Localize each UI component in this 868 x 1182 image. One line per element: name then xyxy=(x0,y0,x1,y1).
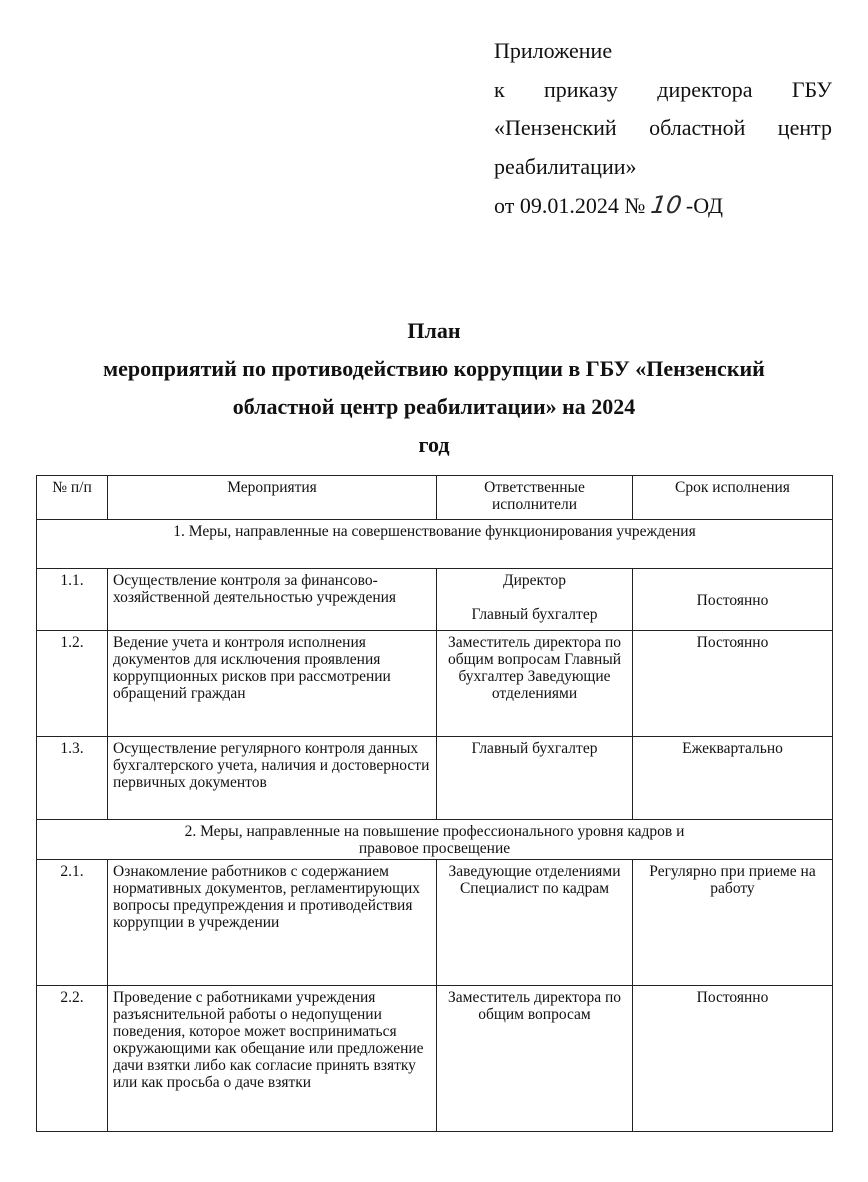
section-title xyxy=(37,820,833,860)
row-measure: Осуществление регулярного контроля данных бухгалтерского учета, наличия и достоверности первичных документов xyxy=(108,737,437,820)
plan-table xyxy=(36,475,833,1132)
row-responsible xyxy=(437,569,633,631)
row-measure: Проведение с работниками учреждения разъяснительной работы о недопущении поведения, которое может восприниматься окружающими как обещание или предложение дачи взятки либо как согласие принять взятку или как просьба о даче взятки xyxy=(108,986,437,1132)
row-responsible: Главный бухгалтер xyxy=(437,737,633,820)
header-term: Срок исполнения xyxy=(633,476,833,520)
title-line: областной центр реабилитации» на 2024 xyxy=(232,394,636,419)
row-term: Ежеквартально xyxy=(633,737,833,820)
table-row xyxy=(37,737,833,820)
appendix-line: Приложение xyxy=(494,38,613,63)
row-number: 1.3. xyxy=(37,737,108,820)
document-title xyxy=(60,312,808,464)
title-line: План xyxy=(407,318,461,343)
order-date: от 09.01.2024 № xyxy=(494,193,646,218)
row-term: Постоянно xyxy=(633,569,833,631)
row-term: Постоянно xyxy=(633,986,833,1132)
order-date-line xyxy=(494,186,832,226)
row-measure: Ознакомление работников с содержанием нормативных документов, регламентирующих вопросы предупреждения и противодействия коррупции в учреждении xyxy=(108,860,437,986)
section-row xyxy=(37,820,833,860)
section-line: 2. Меры, направленные на повышение профессионального уровня кадров и xyxy=(184,823,685,840)
row-measure: Ведение учета и контроля исполнения документов для исключения проявления коррупционных рисков при рассмотрении обращений граждан xyxy=(108,631,437,737)
row-number: 2.2. xyxy=(37,986,108,1132)
row-number: 1.1. xyxy=(37,569,108,631)
table-row xyxy=(37,986,833,1132)
header-measures: Мероприятия xyxy=(108,476,437,520)
responsible-line: Директор xyxy=(503,572,566,589)
section-row xyxy=(37,520,833,569)
row-term: Постоянно xyxy=(633,631,833,737)
appendix-line: к приказу директора ГБУ xyxy=(494,76,832,102)
row-measure: Осуществление контроля за финансово-хозяйственной деятельностью учреждения xyxy=(108,569,437,631)
row-responsible: Заведующие отделениями Специалист по кадрам xyxy=(437,860,633,986)
table-row xyxy=(37,631,833,737)
section-line: правовое просвещение xyxy=(358,840,511,857)
appendix-block xyxy=(494,32,832,226)
responsible-line: Главный бухгалтер xyxy=(471,606,598,623)
order-suffix: -ОД xyxy=(685,193,723,218)
header-responsible: Ответственные исполнители xyxy=(437,476,633,520)
section-title: 1. Меры, направленные на совершенствование функционирования учреждения xyxy=(37,520,833,569)
table-header-row xyxy=(37,476,833,520)
table-row xyxy=(37,569,833,631)
row-number: 2.1. xyxy=(37,860,108,986)
appendix-line: «Пензенский областной центр xyxy=(494,115,832,140)
table-row xyxy=(37,860,833,986)
appendix-line: реабилитации» xyxy=(494,153,637,179)
handwritten-order-number: 10 xyxy=(649,191,684,219)
row-term: Регулярно при приеме на работу xyxy=(633,860,833,986)
header-number: № п/п xyxy=(37,476,108,520)
title-line: мероприятий по противодействию коррупции в ГБУ «Пензенский xyxy=(103,356,765,381)
row-responsible: Заместитель директора по общим вопросам Главный бухгалтер Заведующие отделениями xyxy=(437,631,633,737)
row-responsible: Заместитель директора по общим вопросам xyxy=(437,986,633,1132)
title-line: год xyxy=(418,432,450,457)
row-number: 1.2. xyxy=(37,631,108,737)
